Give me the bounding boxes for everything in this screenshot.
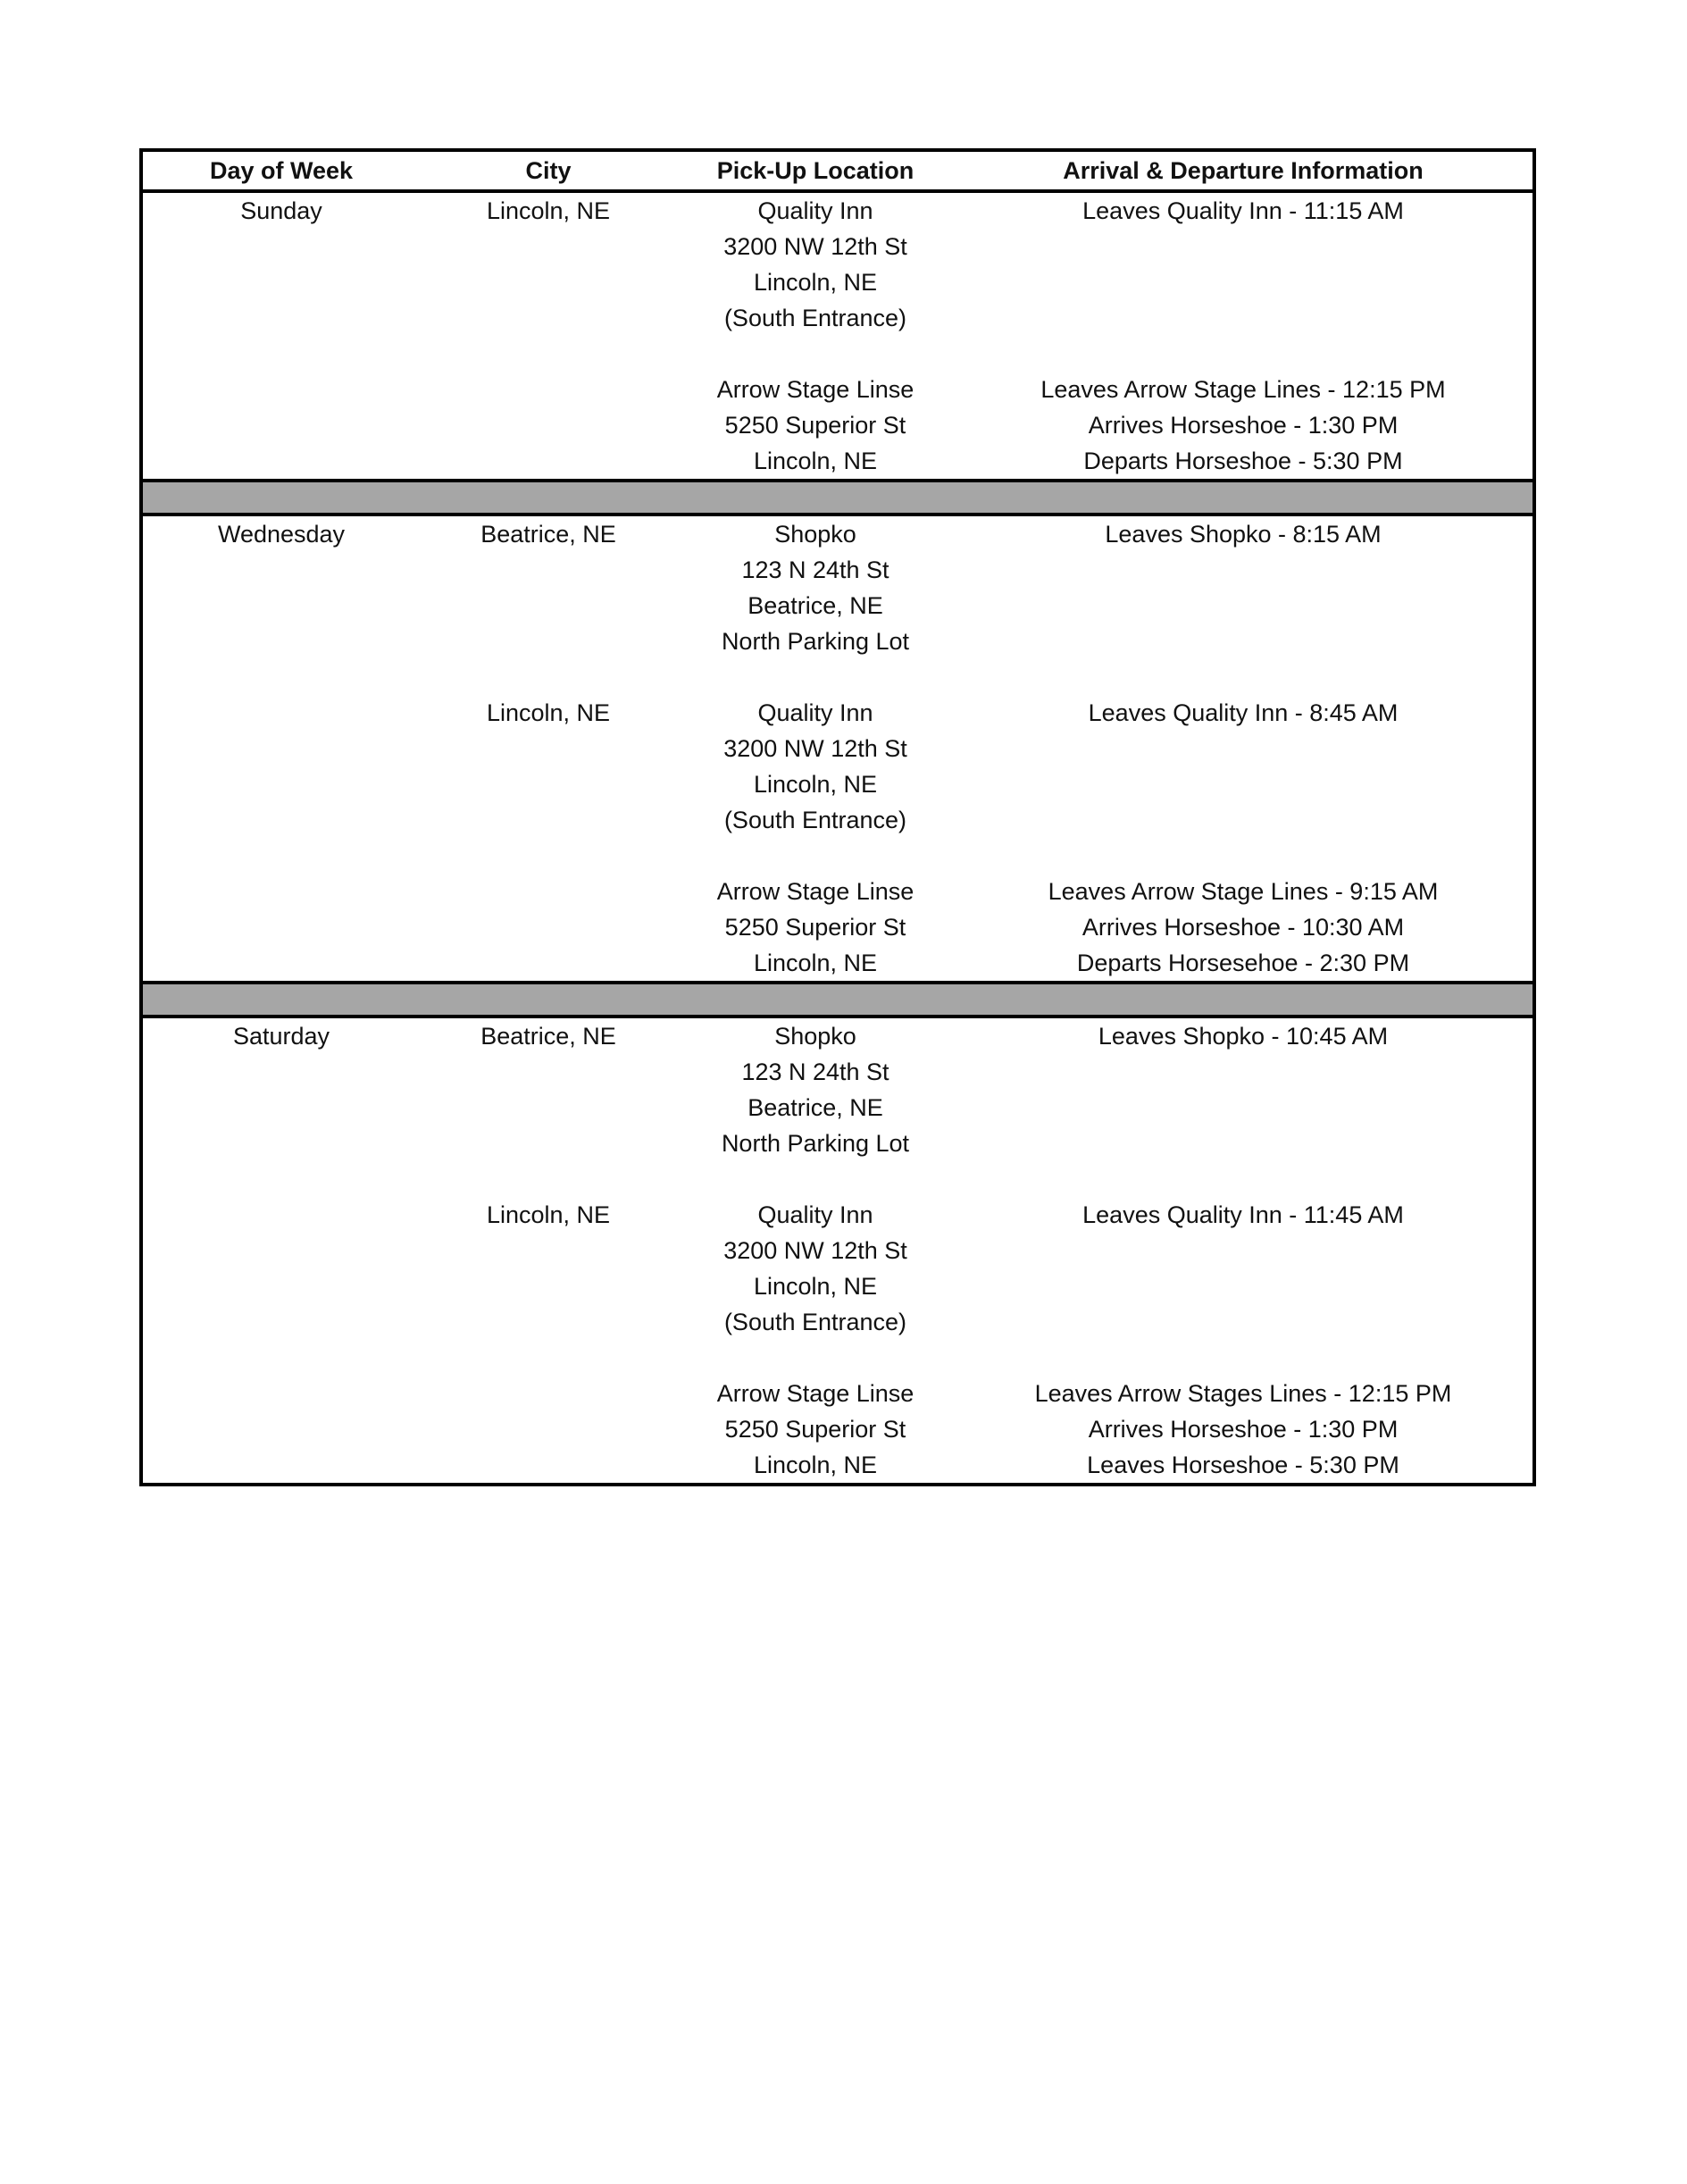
- location-line: 123 N 24th St: [741, 1059, 889, 1085]
- section-separator: [143, 479, 1532, 516]
- pickup-location-cell: [677, 1376, 954, 1483]
- location-line: North Parking Lot: [721, 628, 910, 655]
- info-line: Departs Horsesehoe - 2:30 PM: [1076, 950, 1410, 976]
- table-row: [143, 372, 1532, 479]
- day-cell: Saturday: [232, 1023, 330, 1050]
- location-line: Arrow Stage Linse: [716, 376, 914, 403]
- location-line: 5250 Superior St: [724, 1416, 906, 1443]
- arrival-departure-cell: [954, 372, 1532, 479]
- location-line: Quality Inn: [757, 699, 873, 726]
- location-line: Arrow Stage Linse: [716, 878, 914, 905]
- city-cell: [420, 372, 677, 479]
- location-line: Lincoln, NE: [753, 950, 878, 976]
- schedule-section: [143, 1018, 1532, 1483]
- table-header-row: [143, 152, 1532, 193]
- table-row: [143, 695, 1532, 838]
- location-line: Lincoln, NE: [753, 269, 878, 296]
- location-line: 3200 NW 12th St: [723, 1237, 907, 1264]
- info-line: Departs Horseshoe - 5:30 PM: [1083, 448, 1403, 474]
- info-line: Leaves Shopko - 10:45 AM: [1098, 1023, 1389, 1050]
- location-line: (South Entrance): [723, 807, 907, 833]
- table-row: [143, 874, 1532, 981]
- stop-spacer: [143, 1161, 1532, 1197]
- location-line: 5250 Superior St: [724, 914, 906, 941]
- pickup-location-cell: [677, 1018, 954, 1161]
- location-line: Beatrice, NE: [747, 1094, 883, 1121]
- city-cell: [420, 1376, 677, 1483]
- pickup-location-cell: [677, 516, 954, 659]
- table-row: [143, 193, 1532, 336]
- schedule-table: [139, 148, 1536, 1486]
- info-line: Leaves Quality Inn - 11:15 AM: [1082, 197, 1404, 224]
- day-cell: [143, 1376, 420, 1483]
- day-cell: Sunday: [240, 197, 322, 224]
- pickup-location-cell: [677, 372, 954, 479]
- header-day-of-week: Day of Week: [209, 157, 354, 184]
- arrival-departure-cell: [954, 874, 1532, 981]
- info-line: Leaves Arrow Stages Lines - 12:15 PM: [1034, 1380, 1452, 1407]
- city-cell: [420, 874, 677, 981]
- location-line: Lincoln, NE: [753, 448, 878, 474]
- table-row: [143, 516, 1532, 659]
- location-line: Lincoln, NE: [753, 1273, 878, 1300]
- schedule-section: [143, 193, 1532, 479]
- location-line: Shopko: [774, 521, 856, 548]
- pickup-location-cell: [677, 1197, 954, 1340]
- arrival-departure-cell: [954, 1018, 1532, 1161]
- location-line: 3200 NW 12th St: [723, 233, 907, 260]
- stop-spacer: [143, 838, 1532, 874]
- city-cell: Beatrice, NE: [480, 1023, 616, 1050]
- day-cell: [143, 695, 420, 838]
- header-city: City: [525, 157, 572, 184]
- pickup-location-cell: [677, 695, 954, 838]
- header-arrival-departure: Arrival & Departure Information: [1063, 157, 1424, 184]
- location-line: Arrow Stage Linse: [716, 1380, 914, 1407]
- location-line: Quality Inn: [757, 197, 873, 224]
- location-line: (South Entrance): [723, 305, 907, 331]
- city-cell: Lincoln, NE: [486, 197, 611, 224]
- city-cell: Lincoln, NE: [486, 1201, 611, 1228]
- stop-spacer: [143, 1340, 1532, 1376]
- header-pickup-location: Pick-Up Location: [716, 157, 914, 184]
- location-line: Quality Inn: [757, 1201, 873, 1228]
- table-row: [143, 1197, 1532, 1340]
- location-line: 3200 NW 12th St: [723, 735, 907, 762]
- info-line: Leaves Quality Inn - 8:45 AM: [1088, 699, 1399, 726]
- info-line: Leaves Quality Inn - 11:45 AM: [1082, 1201, 1404, 1228]
- stop-spacer: [143, 659, 1532, 695]
- city-cell: Lincoln, NE: [486, 699, 611, 726]
- location-line: Shopko: [774, 1023, 856, 1050]
- location-line: Lincoln, NE: [753, 1452, 878, 1478]
- info-line: Arrives Horseshoe - 1:30 PM: [1088, 412, 1399, 439]
- day-cell: [143, 874, 420, 981]
- section-separator: [143, 981, 1532, 1018]
- location-line: Lincoln, NE: [753, 771, 878, 798]
- day-cell: [143, 372, 420, 479]
- table-row: [143, 1376, 1532, 1483]
- info-line: Arrives Horseshoe - 10:30 AM: [1082, 914, 1405, 941]
- arrival-departure-cell: [954, 1376, 1532, 1483]
- info-line: Leaves Arrow Stage Lines - 12:15 PM: [1040, 376, 1446, 403]
- info-line: Leaves Horseshoe - 5:30 PM: [1087, 1452, 1399, 1478]
- arrival-departure-cell: [954, 516, 1532, 659]
- info-line: Leaves Arrow Stage Lines - 9:15 AM: [1048, 878, 1439, 905]
- info-line: Leaves Shopko - 8:15 AM: [1105, 521, 1382, 548]
- pickup-location-cell: [677, 874, 954, 981]
- info-line: Arrives Horseshoe - 1:30 PM: [1088, 1416, 1399, 1443]
- city-cell: Beatrice, NE: [480, 521, 616, 548]
- pickup-location-cell: [677, 193, 954, 336]
- arrival-departure-cell: [954, 193, 1532, 336]
- location-line: Beatrice, NE: [747, 592, 883, 619]
- arrival-departure-cell: [954, 695, 1532, 838]
- day-cell: [143, 1197, 420, 1340]
- schedule-body: [143, 193, 1532, 1483]
- location-line: North Parking Lot: [721, 1130, 910, 1157]
- stop-spacer: [143, 336, 1532, 372]
- location-line: 123 N 24th St: [741, 556, 889, 583]
- schedule-section: [143, 516, 1532, 981]
- location-line: (South Entrance): [723, 1309, 907, 1335]
- arrival-departure-cell: [954, 1197, 1532, 1340]
- location-line: 5250 Superior St: [724, 412, 906, 439]
- day-cell: Wednesday: [217, 521, 346, 548]
- table-row: [143, 1018, 1532, 1161]
